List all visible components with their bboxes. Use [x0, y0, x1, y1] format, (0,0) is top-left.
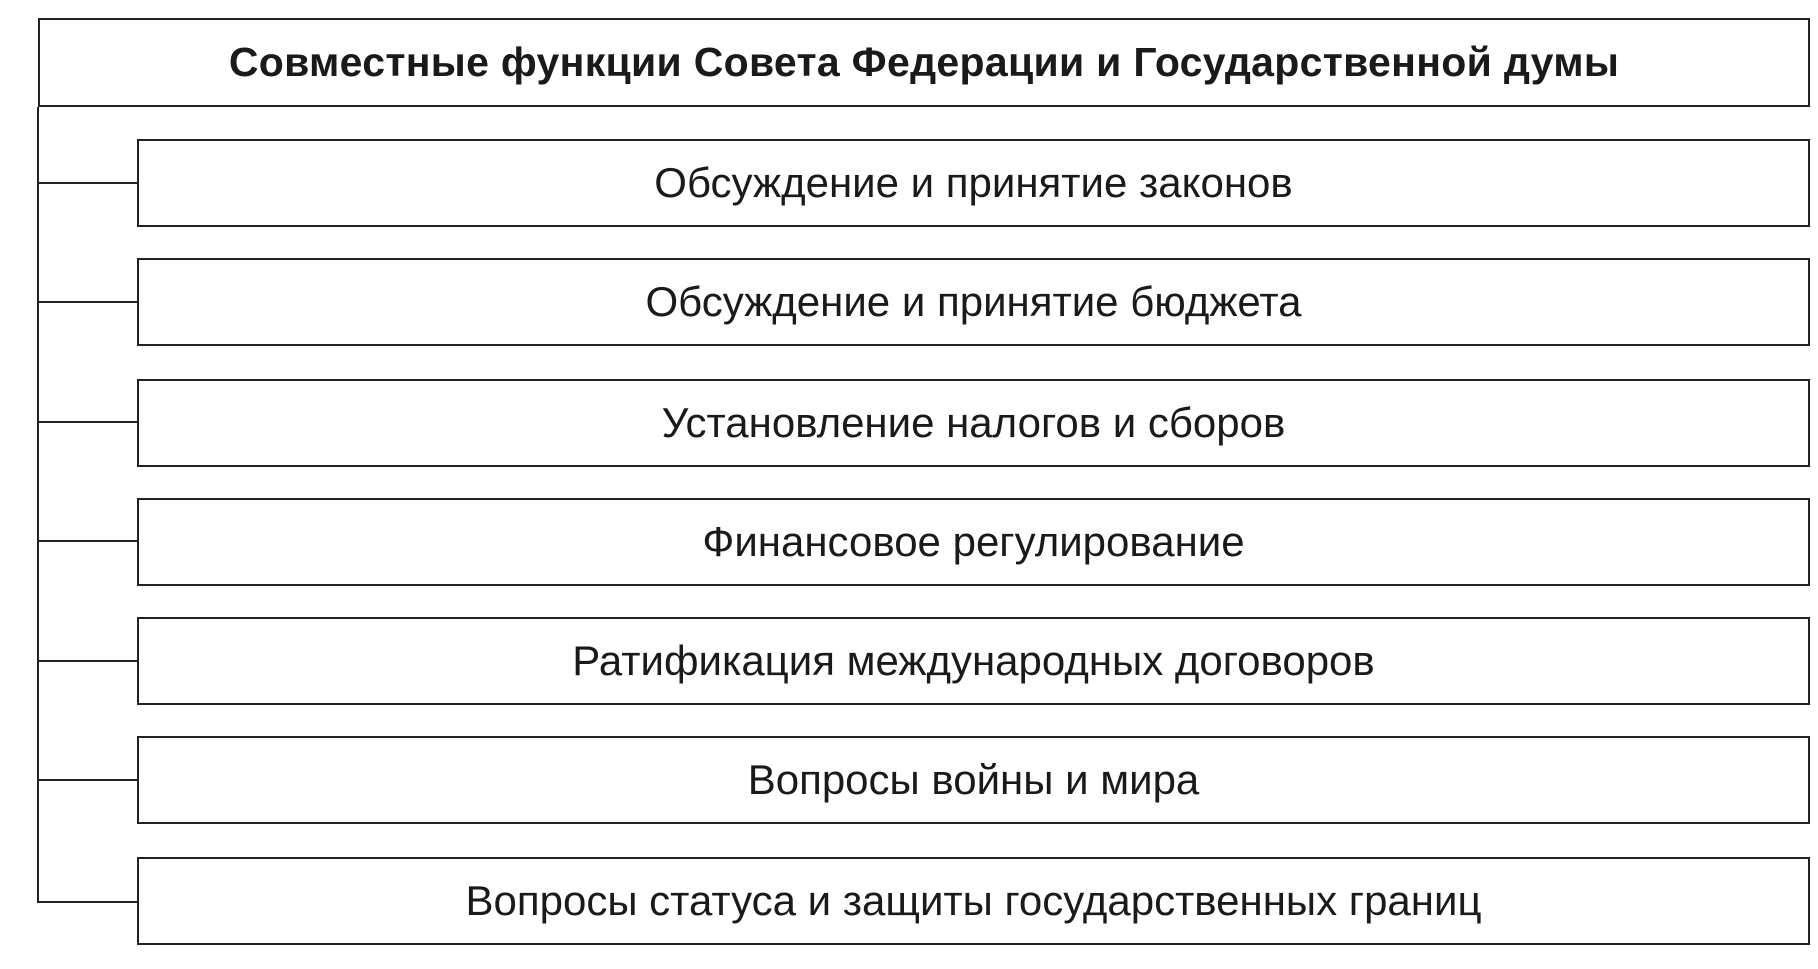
connector-line: [37, 660, 138, 662]
function-box: [137, 736, 1810, 824]
function-label: Установление налогов и сборов: [661, 399, 1286, 446]
connector-line: [37, 540, 138, 542]
function-box: [137, 498, 1810, 586]
function-label: Ратификация международных договоров: [572, 637, 1375, 684]
diagram-title: Совместные функции Совета Федерации и Государственной думы: [228, 39, 1620, 85]
connector-line: [37, 901, 138, 903]
function-box: [137, 139, 1810, 227]
connector-line: [37, 421, 138, 423]
function-label: Обсуждение и принятие законов: [654, 159, 1293, 206]
connector-line: [37, 182, 138, 184]
function-label: Обсуждение и принятие бюджета: [645, 278, 1302, 325]
function-box: [137, 258, 1810, 346]
diagram-header-box: [38, 18, 1810, 107]
function-box: [137, 857, 1810, 945]
function-box: [137, 379, 1810, 467]
function-label: Финансовое регулирование: [702, 518, 1245, 565]
tree-spine-line: [37, 107, 39, 903]
connector-line: [37, 301, 138, 303]
connector-line: [37, 779, 138, 781]
function-label: Вопросы войны и мира: [747, 756, 1200, 803]
function-box: [137, 617, 1810, 705]
function-label: Вопросы статуса и защиты государственных границ: [465, 877, 1482, 924]
